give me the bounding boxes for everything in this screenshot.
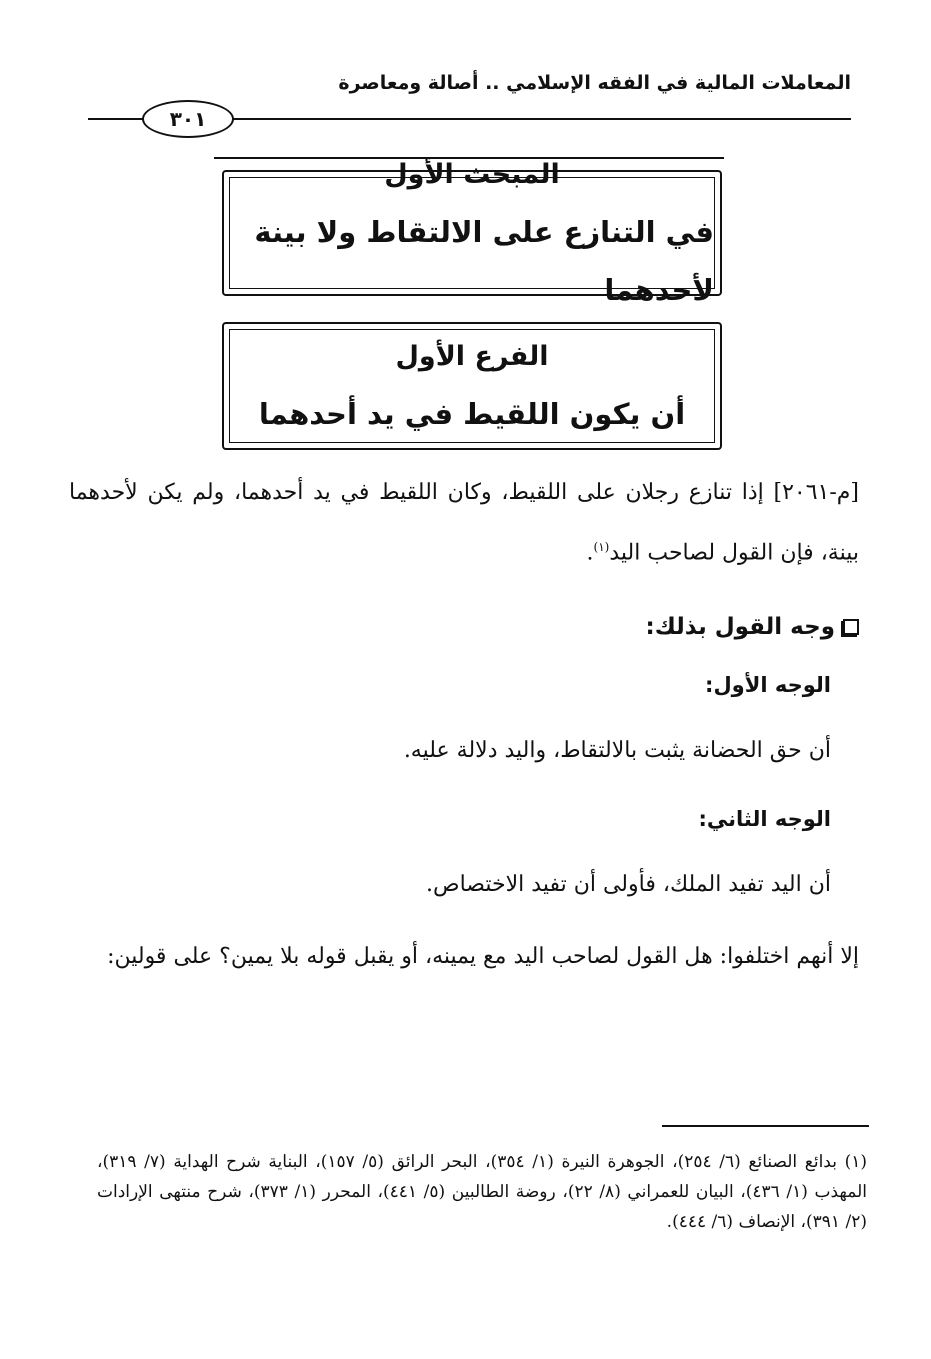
section-title: الفرع الأول xyxy=(395,341,549,372)
reason-1-text: أن حق الحضانة يثبت بالالتقاط، واليد دلالة عليه. xyxy=(403,738,831,763)
section-subtitle: أن يكون اللقيط في يد أحدهما xyxy=(258,397,686,431)
footnote-rule xyxy=(662,1125,869,1127)
chapter-subtitle: في التنازع على الالتقاط ولا بينة لأحدهما xyxy=(254,215,714,307)
reasons-heading-text: وجه القول بذلك: xyxy=(645,614,835,640)
closing-paragraph: إلا أنهم اختلفوا: هل القول لصاحب اليد مع يمينه، أو يقبل قوله بلا يمين؟ على قولين: xyxy=(107,944,859,969)
main-paragraph xyxy=(69,466,859,580)
page-number: ٣٠١ xyxy=(142,100,234,138)
main-paragraph-end: . xyxy=(586,540,594,566)
reason-2-heading: الوجه الثاني: xyxy=(698,807,831,831)
footnote: (١) بدائع الصنائع (٦/ ٢٥٤)، الجوهرة النيرة (١/ ٣٥٤)، البحر الرائق (٥/ ١٥٧)، البناية شرح الهداية (٧/ ٣١٩)، المهذب (١/ ٤٣٦)، البيان للعمراني (٨/ ٢٢)، روضة الطالبين (٥/ ٤٤١)، المحرر (١/ ٣٧٣)، شرح منتهى الإرادات (٢/ ٣٩١)، الإنصاف (٦/ ٤٤٤). xyxy=(97,1152,868,1232)
chapter-title: المبحث الأول xyxy=(384,159,560,190)
reason-1-heading: الوجه الأول: xyxy=(705,673,831,697)
main-paragraph-text: [م-٢٠٦١] إذا تنازع رجلان على اللقيط، وكان اللقيط في يد أحدهما، ولم يكن لأحدهما بينة، فإن القول لصاحب اليد xyxy=(69,480,859,566)
running-header: المعاملات المالية في الفقه الإسلامي .. أصالة ومعاصرة xyxy=(338,72,851,94)
reason-2-text: أن اليد تفيد الملك، فأولى أن تفيد الاختصاص. xyxy=(426,872,831,897)
chapter-title-box xyxy=(222,159,722,307)
footnote-marker[interactable]: (١) xyxy=(593,540,610,554)
reasons-heading xyxy=(646,602,859,652)
square-bullet-icon xyxy=(843,619,859,635)
section-title-box xyxy=(222,322,722,450)
